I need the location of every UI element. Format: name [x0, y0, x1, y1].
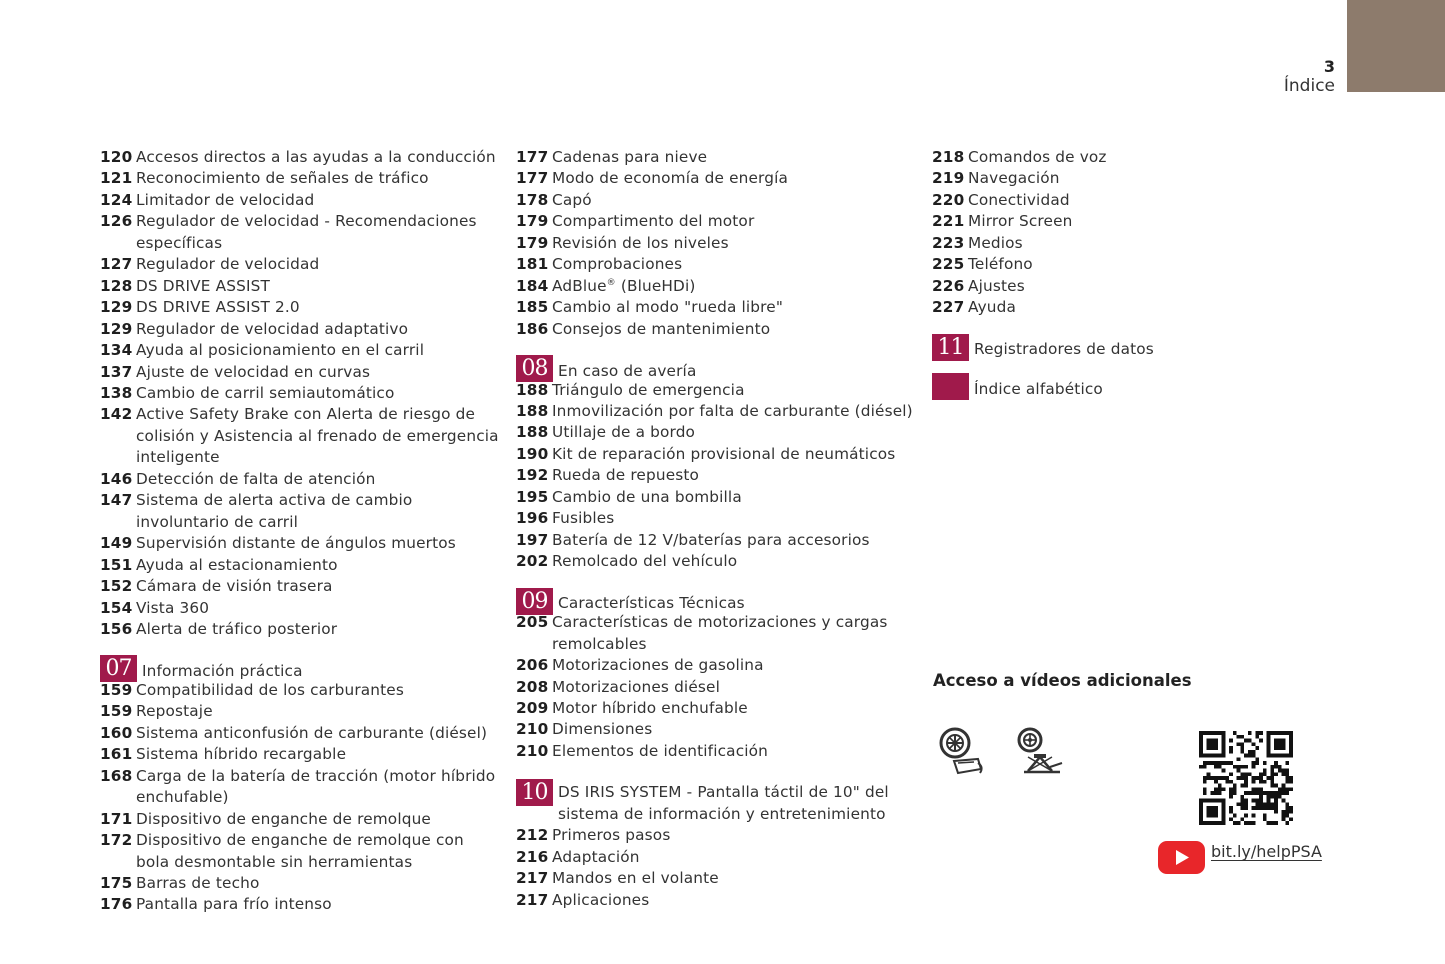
- toc-entry[interactable]: [516, 551, 916, 572]
- toc-entry-title: [968, 147, 1232, 168]
- toc-entry-title: [136, 469, 500, 490]
- toc-page-number: 149: [100, 534, 133, 553]
- toc-page-number: 177: [516, 169, 549, 188]
- toc-entry[interactable]: [100, 469, 500, 490]
- toc-page-number: 181: [516, 255, 549, 274]
- toc-entry-title: [552, 677, 916, 698]
- toc-entry-title: [552, 868, 916, 889]
- toc-entry[interactable]: [516, 380, 916, 401]
- toc-entry-title: [136, 830, 500, 873]
- toc-entry-text: Carga de la batería de tracción (motor híbrido enchufable): [136, 766, 496, 807]
- toc-page-number: 126: [100, 212, 133, 231]
- toc-entry-text: Conectividad: [968, 190, 1070, 209]
- toc-entry-text: Comandos de voz: [968, 148, 1107, 166]
- chapter-badge: 08: [516, 355, 553, 382]
- toc-entry[interactable]: [100, 766, 500, 809]
- toc-entry-text: Limitador de velocidad: [136, 190, 315, 209]
- toc-entry-text: DS DRIVE ASSIST: [136, 276, 270, 295]
- chapter-badge: 11: [932, 334, 969, 361]
- toc-page-number: 175: [100, 874, 133, 892]
- toc-entry-text: Teléfono: [968, 255, 1033, 274]
- registered-mark: ®: [606, 277, 616, 288]
- toc-entry[interactable]: [516, 168, 916, 189]
- toc-entry[interactable]: [516, 719, 916, 740]
- toc-page-number: 218: [932, 148, 965, 166]
- toc-page-number: 171: [100, 809, 133, 828]
- toc-entry-title: [552, 508, 916, 529]
- toc-entry-text: Barras de techo: [136, 874, 260, 892]
- toc-entry-title: [968, 297, 1232, 318]
- tire-repair-kit-icon[interactable]: [938, 727, 984, 777]
- toc-entry[interactable]: [100, 744, 500, 765]
- toc-entry[interactable]: [100, 168, 500, 189]
- toc-page-number: 124: [100, 190, 133, 209]
- toc-entry-title: [552, 825, 916, 846]
- toc-entry[interactable]: [516, 422, 916, 443]
- toc-entry[interactable]: [100, 830, 500, 873]
- toc-entry-title: [136, 680, 500, 701]
- toc-page-number: 152: [100, 577, 133, 596]
- toc-page-number: 188: [516, 423, 549, 442]
- toc-entry-text: Dispositivo de enganche de remolque con bola desmontable sin herramientas: [136, 831, 464, 871]
- toc-entry-text: Remolcado del vehículo: [552, 552, 738, 571]
- toc-entry[interactable]: [100, 362, 500, 383]
- toc-entry[interactable]: [516, 147, 916, 168]
- toc-entry-text: Ayuda al posicionamiento en el carril: [136, 341, 425, 360]
- toc-page-number: 220: [932, 190, 965, 209]
- toc-entry[interactable]: [100, 340, 500, 361]
- toc-page-number: 179: [516, 233, 549, 252]
- toc-entry-text: Cadenas para nieve: [552, 148, 708, 166]
- toc-entry[interactable]: [516, 868, 916, 889]
- toc-entry[interactable]: [100, 211, 500, 254]
- toc-entry[interactable]: [932, 276, 1232, 297]
- toc-entry[interactable]: [932, 190, 1232, 211]
- toc-entry-title: [136, 362, 500, 383]
- toc-entry-title: [136, 576, 500, 597]
- toc-entry[interactable]: [100, 723, 500, 744]
- toc-entry-text: Pantalla para frío intenso: [136, 895, 332, 914]
- toc-entry[interactable]: [100, 576, 500, 597]
- toc-entry-title: [136, 276, 500, 297]
- toc-entry-title: [136, 744, 500, 765]
- chapter-title: DS IRIS SYSTEM - Pantalla táctil de 10" del sistema de información y entretenimiento: [558, 783, 889, 823]
- toc-page-number: 168: [100, 766, 133, 785]
- toc-entry-text: Comprobaciones: [552, 255, 683, 274]
- chapter-badge: 09: [516, 588, 553, 615]
- toc-entry[interactable]: [100, 190, 500, 211]
- toc-entry-title: [552, 147, 916, 168]
- toc-entry-title: [136, 873, 500, 894]
- toc-entry-text: Medios: [968, 233, 1023, 252]
- toc-page-number: 128: [100, 276, 133, 295]
- toc-page-number: 142: [100, 405, 133, 424]
- toc-entry[interactable]: [932, 297, 1232, 318]
- toc-page-number: 205: [516, 613, 549, 632]
- toc-entry-title: [552, 487, 916, 508]
- toc-entry[interactable]: [100, 680, 500, 701]
- toc-entry-title: [552, 465, 916, 486]
- qr-code[interactable]: [1199, 731, 1293, 825]
- toc-entry-title: [136, 190, 500, 211]
- toc-entry-title: [552, 530, 916, 551]
- toc-page-number: 172: [100, 831, 133, 850]
- toc-entry-text: Active Safety Brake con Alerta de riesgo de colisión y Asistencia al frenado de emergencia inteligente: [136, 405, 499, 467]
- toc-entry-text: DS DRIVE ASSIST 2.0: [136, 298, 300, 317]
- toc-entry-title: [552, 211, 916, 232]
- toc-entry-title: [552, 551, 916, 572]
- toc-entry-text: Supervisión distante de ángulos muertos: [136, 534, 456, 553]
- toc-page-number: 161: [100, 745, 133, 764]
- chapter-heading[interactable]: [516, 358, 916, 382]
- toc-entry[interactable]: [100, 894, 500, 915]
- toc-page-number: 195: [516, 487, 549, 506]
- toc-entry[interactable]: [100, 297, 500, 318]
- toc-entry-title: [552, 254, 916, 275]
- toc-entry-text: Utillaje de a bordo: [552, 423, 696, 442]
- toc-entry-text: Sistema anticonfusión de carburante (diésel): [136, 723, 488, 742]
- videos-title: Acceso a vídeos adicionales: [933, 671, 1192, 690]
- toc-entry-text: Mandos en el volante: [552, 869, 719, 888]
- toc-entry-title: [552, 297, 916, 318]
- toc-page-number: 192: [516, 466, 549, 485]
- toc-entry-title: [136, 297, 500, 318]
- toc-entry-text: Ayuda al estacionamiento: [136, 555, 338, 574]
- toc-entry-text: Capó: [552, 190, 592, 209]
- toc-page-number: 227: [932, 298, 965, 317]
- toc-page-number: 138: [100, 383, 133, 402]
- toc-entry-text: Adaptación: [552, 847, 640, 866]
- toc-entry-text: Cambio de una bombilla: [552, 487, 742, 506]
- toc-entry[interactable]: [516, 677, 916, 698]
- toc-page-number: 208: [516, 677, 549, 696]
- toc-entry-title: [136, 340, 500, 361]
- chapter-title: En caso de avería: [558, 361, 697, 380]
- toc-entry-suffix: (BlueHDi): [615, 276, 696, 295]
- toc-page-number: 177: [516, 148, 549, 166]
- toc-page-number: 120: [100, 148, 133, 166]
- toc-column-3: [932, 147, 1232, 398]
- toc-entry-title: [968, 276, 1232, 297]
- toc-page-number: 178: [516, 190, 549, 209]
- toc-page-number: 219: [932, 169, 965, 188]
- toc-entry-title: [552, 168, 916, 189]
- toc-entry-text: Cambio al modo "rueda libre": [552, 298, 784, 317]
- toc-entry-text: Navegación: [968, 169, 1060, 188]
- toc-entry-text: Aplicaciones: [552, 890, 650, 909]
- toc-entry[interactable]: [100, 254, 500, 275]
- chapter-title: Índice alfabético: [974, 379, 1103, 398]
- toc-entry-title: [136, 254, 500, 275]
- toc-entry-text: Revisión de los niveles: [552, 233, 729, 252]
- toc-entry-title: [552, 190, 916, 211]
- chapter-heading[interactable]: [516, 588, 916, 615]
- toc-entry-text: Repostaje: [136, 702, 213, 721]
- toc-page-number: 184: [516, 276, 549, 295]
- toc-entry-title: [968, 190, 1232, 211]
- toc-entry[interactable]: [100, 383, 500, 404]
- toc-entry[interactable]: [100, 404, 500, 468]
- toc-page-number: 225: [932, 255, 965, 274]
- toc-entry-title: [968, 233, 1232, 254]
- toc-entry[interactable]: [100, 319, 500, 340]
- toc-page-number: 147: [100, 491, 133, 510]
- toc-entry-text: Ajuste de velocidad en curvas: [136, 362, 371, 381]
- toc-entry-text: Triángulo de emergencia: [552, 380, 745, 399]
- toc-page-number: 190: [516, 444, 549, 463]
- toc-entry-title: [968, 168, 1232, 189]
- chapter-title: Registradores de datos: [974, 340, 1154, 359]
- toc-entry[interactable]: [516, 655, 916, 676]
- toc-entry-text: Cámara de visión trasera: [136, 577, 333, 596]
- toc-entry-text: Fusibles: [552, 509, 615, 528]
- toc-page-number: 210: [516, 720, 549, 739]
- toc-entry[interactable]: [100, 533, 500, 554]
- toc-page-number: 212: [516, 826, 549, 845]
- toc-entry[interactable]: [100, 619, 500, 640]
- toc-entry-text: Compatibilidad de los carburantes: [136, 680, 404, 699]
- toc-entry-text: Motor híbrido enchufable: [552, 698, 748, 717]
- toc-entry[interactable]: [516, 698, 916, 719]
- toc-entry[interactable]: [516, 319, 916, 340]
- toc-entry-text: Inmovilización por falta de carburante (diésel): [552, 402, 913, 421]
- toc-page-number: 159: [100, 702, 133, 721]
- toc-page-number: 206: [516, 656, 549, 675]
- toc-entry-text: Elementos de identificación: [552, 741, 769, 760]
- chapter-heading[interactable]: [100, 658, 500, 682]
- toc-entry-title: [552, 276, 916, 297]
- toc-entry-text: Dispositivo de enganche de remolque: [136, 809, 431, 828]
- toc-entry-title: [136, 766, 500, 809]
- toc-entry[interactable]: [932, 147, 1232, 168]
- toc-entry-title: [136, 533, 500, 554]
- toc-entry-text: Mirror Screen: [968, 212, 1073, 231]
- toc-entry[interactable]: [100, 701, 500, 722]
- toc-page-number: 176: [100, 895, 133, 914]
- toc-entry[interactable]: [516, 847, 916, 868]
- toc-entry-text: Accesos directos a las ayudas a la conducción: [136, 148, 496, 166]
- toc-page-number: 129: [100, 298, 133, 317]
- toc-page-number: 223: [932, 233, 965, 252]
- toc-page-number: 209: [516, 698, 549, 717]
- toc-entry-text: Regulador de velocidad: [136, 255, 320, 274]
- toc-entry-title: [136, 319, 500, 340]
- toc-entry-text: Motorizaciones diésel: [552, 677, 720, 696]
- chapter-heading[interactable]: [516, 782, 916, 825]
- toc-page-number: 151: [100, 555, 133, 574]
- toc-entry-title: [968, 211, 1232, 232]
- toc-entry[interactable]: [100, 147, 500, 168]
- toc-entry[interactable]: [516, 741, 916, 762]
- spare-wheel-jack-icon[interactable]: [1016, 727, 1066, 777]
- toc-page-number: 134: [100, 341, 133, 360]
- toc-entry-text: Regulador de velocidad adaptativo: [136, 319, 409, 338]
- toc-entry[interactable]: [516, 297, 916, 318]
- toc-entry-text: Compartimento del motor: [552, 212, 755, 231]
- toc-entry[interactable]: [100, 598, 500, 619]
- toc-entry-title: [136, 555, 500, 576]
- toc-page-number: 154: [100, 598, 133, 617]
- toc-entry[interactable]: [100, 555, 500, 576]
- toc-entry-title: [552, 401, 916, 422]
- toc-entry[interactable]: [516, 276, 916, 297]
- toc-page-number: 188: [516, 380, 549, 399]
- toc-entry-text: Kit de reparación provisional de neumáticos: [552, 444, 896, 463]
- toc-page-number: 216: [516, 847, 549, 866]
- toc-entry-title: [552, 890, 916, 911]
- toc-entry-title: [136, 809, 500, 830]
- youtube-icon[interactable]: [1158, 841, 1205, 874]
- toc-entry-text: Ajustes: [968, 276, 1025, 295]
- toc-entry-title: [968, 254, 1232, 275]
- toc-entry[interactable]: [516, 890, 916, 911]
- toc-entry-title: [136, 598, 500, 619]
- toc-entry[interactable]: [516, 612, 916, 655]
- page-title: Índice: [1283, 76, 1335, 96]
- toc-entry-text: Modo de economía de energía: [552, 169, 788, 188]
- toc-entry-text: Reconocimiento de señales de tráfico: [136, 169, 429, 188]
- toc-entry-title: [552, 319, 916, 340]
- toc-page-number: 196: [516, 509, 549, 528]
- toc-column-2: [516, 147, 916, 911]
- toc-entry-title: [552, 233, 916, 254]
- chapter-heading[interactable]: [932, 334, 1232, 361]
- toc-entry[interactable]: [100, 873, 500, 894]
- toc-page-number: 217: [516, 869, 549, 888]
- toc-page-number: 197: [516, 530, 549, 549]
- toc-entry[interactable]: [516, 530, 916, 551]
- toc-entry[interactable]: [516, 190, 916, 211]
- toc-entry-title: [136, 211, 500, 254]
- toc-entry-title: [552, 698, 916, 719]
- corner-tab: [1347, 0, 1445, 92]
- toc-page-number: 221: [932, 212, 965, 231]
- chapter-title: Características Técnicas: [558, 594, 745, 613]
- toc-entry-title: [136, 723, 500, 744]
- toc-entry[interactable]: [516, 211, 916, 232]
- toc-page-number: 127: [100, 255, 133, 274]
- toc-entry[interactable]: [516, 825, 916, 846]
- toc-entry-title: [136, 490, 500, 533]
- toc-entry-title: [136, 404, 500, 468]
- toc-entry-text: Características de motorizaciones y cargas remolcables: [552, 613, 888, 653]
- toc-entry[interactable]: [516, 254, 916, 275]
- toc-page-number: 188: [516, 402, 549, 421]
- toc-entry-text: Regulador de velocidad - Recomendaciones específicas: [136, 212, 477, 252]
- toc-entry[interactable]: [516, 401, 916, 422]
- chapter-badge: 10: [516, 779, 553, 806]
- toc-entry-title: [136, 701, 500, 722]
- chapter-badge: 07: [100, 655, 137, 682]
- toc-entry-title: [552, 444, 916, 465]
- page-number: 3: [1323, 57, 1335, 76]
- chapter-title: Información práctica: [142, 661, 303, 680]
- toc-entry-title: [136, 894, 500, 915]
- toc-entry-title: [552, 719, 916, 740]
- chapter-badge: [932, 373, 969, 400]
- toc-page-number: 156: [100, 619, 133, 638]
- toc-entry-title: [136, 619, 500, 640]
- toc-entry-text: Rueda de repuesto: [552, 466, 700, 485]
- toc-entry-text: Cambio de carril semiautomático: [136, 383, 395, 402]
- toc-page-number: 146: [100, 469, 133, 488]
- toc-entry-title: [136, 168, 500, 189]
- toc-entry[interactable]: [932, 233, 1232, 254]
- toc-entry-text: Sistema híbrido recargable: [136, 745, 347, 764]
- toc-entry-title: [552, 380, 916, 401]
- toc-entry-text: Sistema de alerta activa de cambio involuntario de carril: [136, 491, 413, 531]
- chapter-heading[interactable]: [932, 376, 1232, 400]
- toc-entry-title: [552, 422, 916, 443]
- toc-page-number: 159: [100, 680, 133, 699]
- toc-page-number: 160: [100, 723, 133, 742]
- toc-page-number: 137: [100, 362, 133, 381]
- toc-entry-title: [136, 147, 500, 168]
- toc-entry[interactable]: [932, 168, 1232, 189]
- toc-entry-text: Consejos de mantenimiento: [552, 319, 771, 338]
- toc-page-number: 210: [516, 741, 549, 760]
- toc-entry-text: Motorizaciones de gasolina: [552, 656, 764, 675]
- toc-entry-title: [552, 655, 916, 676]
- toc-page-number: 217: [516, 890, 549, 909]
- toc-entry[interactable]: [516, 508, 916, 529]
- toc-entry-title: [136, 383, 500, 404]
- toc-page-number: 186: [516, 319, 549, 338]
- toc-page-number: 129: [100, 319, 133, 338]
- toc-entry-text: Detección de falta de atención: [136, 469, 376, 488]
- toc-entry-text: Vista 360: [136, 598, 210, 617]
- toc-entry-text: Batería de 12 V/baterías para accesorios: [552, 530, 870, 549]
- toc-entry[interactable]: [516, 487, 916, 508]
- toc-page-number: 185: [516, 298, 549, 317]
- toc-entry-text: Alerta de tráfico posterior: [136, 619, 338, 638]
- toc-entry-text: AdBlue: [552, 276, 607, 295]
- toc-page-number: 226: [932, 276, 965, 295]
- toc-entry[interactable]: [932, 211, 1232, 232]
- toc-entry[interactable]: [932, 254, 1232, 275]
- toc-entry-title: [552, 741, 916, 762]
- toc-page-number: 179: [516, 212, 549, 231]
- toc-entry[interactable]: [516, 465, 916, 486]
- toc-entry[interactable]: [100, 276, 500, 297]
- toc-entry-text: Ayuda: [968, 298, 1017, 317]
- toc-entry[interactable]: [516, 444, 916, 465]
- toc-entry-title: [552, 847, 916, 868]
- toc-entry[interactable]: [100, 490, 500, 533]
- toc-page-number: 121: [100, 169, 133, 188]
- toc-page-number: 202: [516, 552, 549, 571]
- toc-entry[interactable]: [100, 809, 500, 830]
- toc-entry-title: [552, 612, 916, 655]
- help-link[interactable]: bit.ly/helpPSA: [1211, 842, 1322, 861]
- toc-entry-text: Dimensiones: [552, 720, 653, 739]
- toc-column-1: [100, 147, 500, 916]
- toc-entry[interactable]: [516, 233, 916, 254]
- toc-entry-text: Primeros pasos: [552, 826, 671, 845]
